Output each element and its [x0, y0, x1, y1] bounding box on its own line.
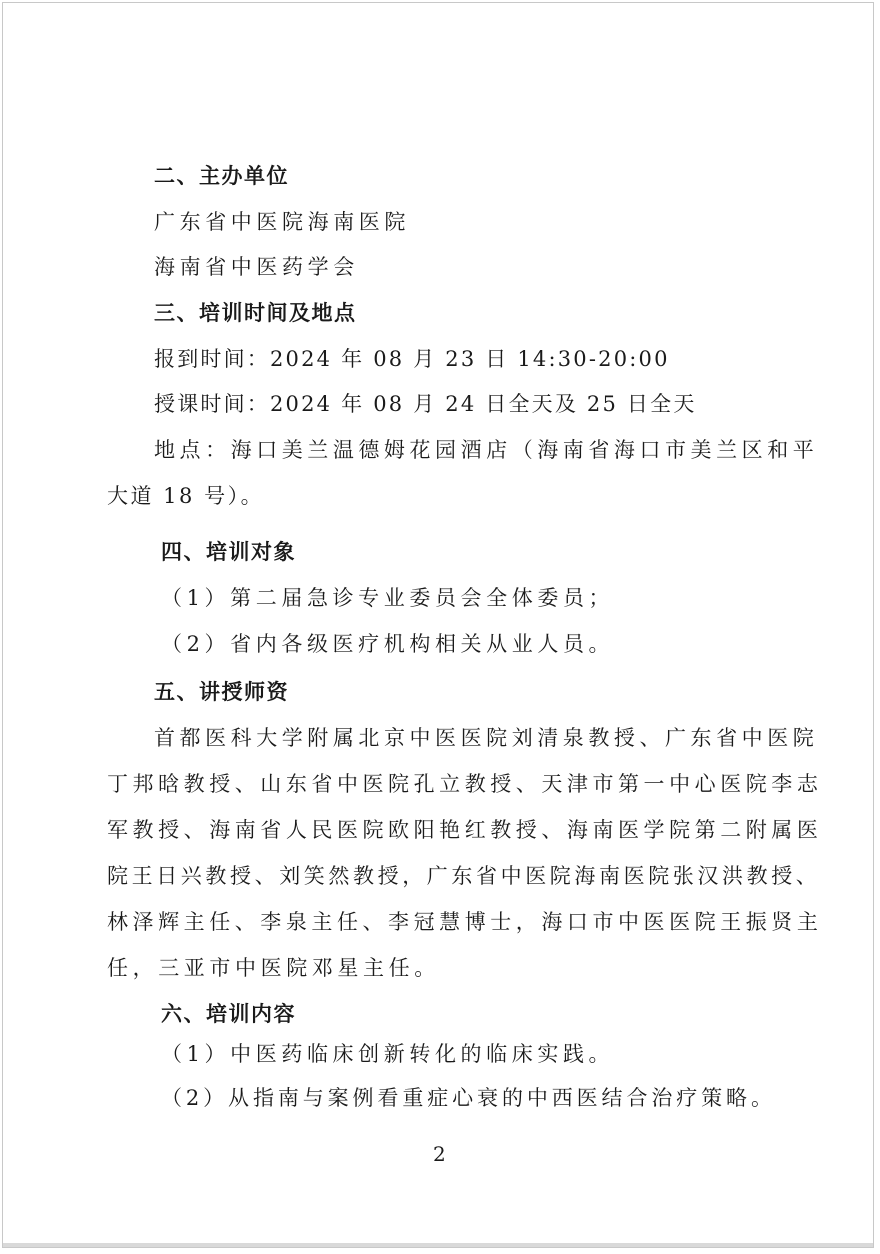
- organizer-item: 海南省中医药学会: [154, 255, 359, 279]
- content-item: （1）中医药临床创新转化的临床实践。: [161, 1042, 615, 1066]
- page-bottom-edge: [3, 1243, 873, 1247]
- page-number: 2: [433, 1142, 446, 1166]
- lecturers-paragraph-line: 首都医科大学附属北京中医医院刘清泉教授、广东省中医院: [154, 726, 819, 750]
- organizer-item: 广东省中医院海南医院: [154, 210, 410, 234]
- registration-time: 报到时间：2024 年 08 月 23 日 14:30-20:00: [154, 347, 670, 371]
- lecturers-paragraph-line: 院王日兴教授、刘笑然教授，广东省中医院海南医院张汉洪教授、: [107, 864, 821, 888]
- section-heading-content: 六、培训内容: [161, 1002, 296, 1026]
- content-item: （2）从指南与案例看重症心衰的中西医结合治疗策略。: [161, 1086, 776, 1110]
- lecture-time: 授课时间：2024 年 08 月 24 日全天及 25 日全天: [154, 392, 697, 416]
- lecturers-paragraph-line: 任，三亚市中医院邓星主任。: [107, 956, 440, 980]
- section-heading-organizers: 二、主办单位: [154, 164, 289, 188]
- venue-line: 大道 18 号）。: [107, 484, 265, 508]
- lecturers-paragraph-line: 军教授、海南省人民医院欧阳艳红教授、海南医学院第二附属医: [107, 818, 823, 842]
- section-heading-lecturers: 五、讲授师资: [154, 680, 289, 704]
- section-heading-time-place: 三、培训时间及地点: [154, 301, 357, 325]
- venue-line: 地点：海口美兰温德姆花园酒店（海南省海口市美兰区和平: [154, 438, 819, 462]
- section-heading-audience: 四、培训对象: [161, 540, 296, 564]
- lecturers-paragraph-line: 丁邦晗教授、山东省中医院孔立教授、天津市第一中心医院李志: [107, 772, 823, 796]
- document-page: [2, 2, 874, 1248]
- audience-item: （2）省内各级医疗机构相关从业人员。: [161, 632, 615, 656]
- audience-item: （1）第二届急诊专业委员会全体委员；: [161, 586, 615, 610]
- lecturers-paragraph-line: 林泽辉主任、李泉主任、李冠慧博士，海口市中医医院王振贤主: [107, 910, 823, 934]
